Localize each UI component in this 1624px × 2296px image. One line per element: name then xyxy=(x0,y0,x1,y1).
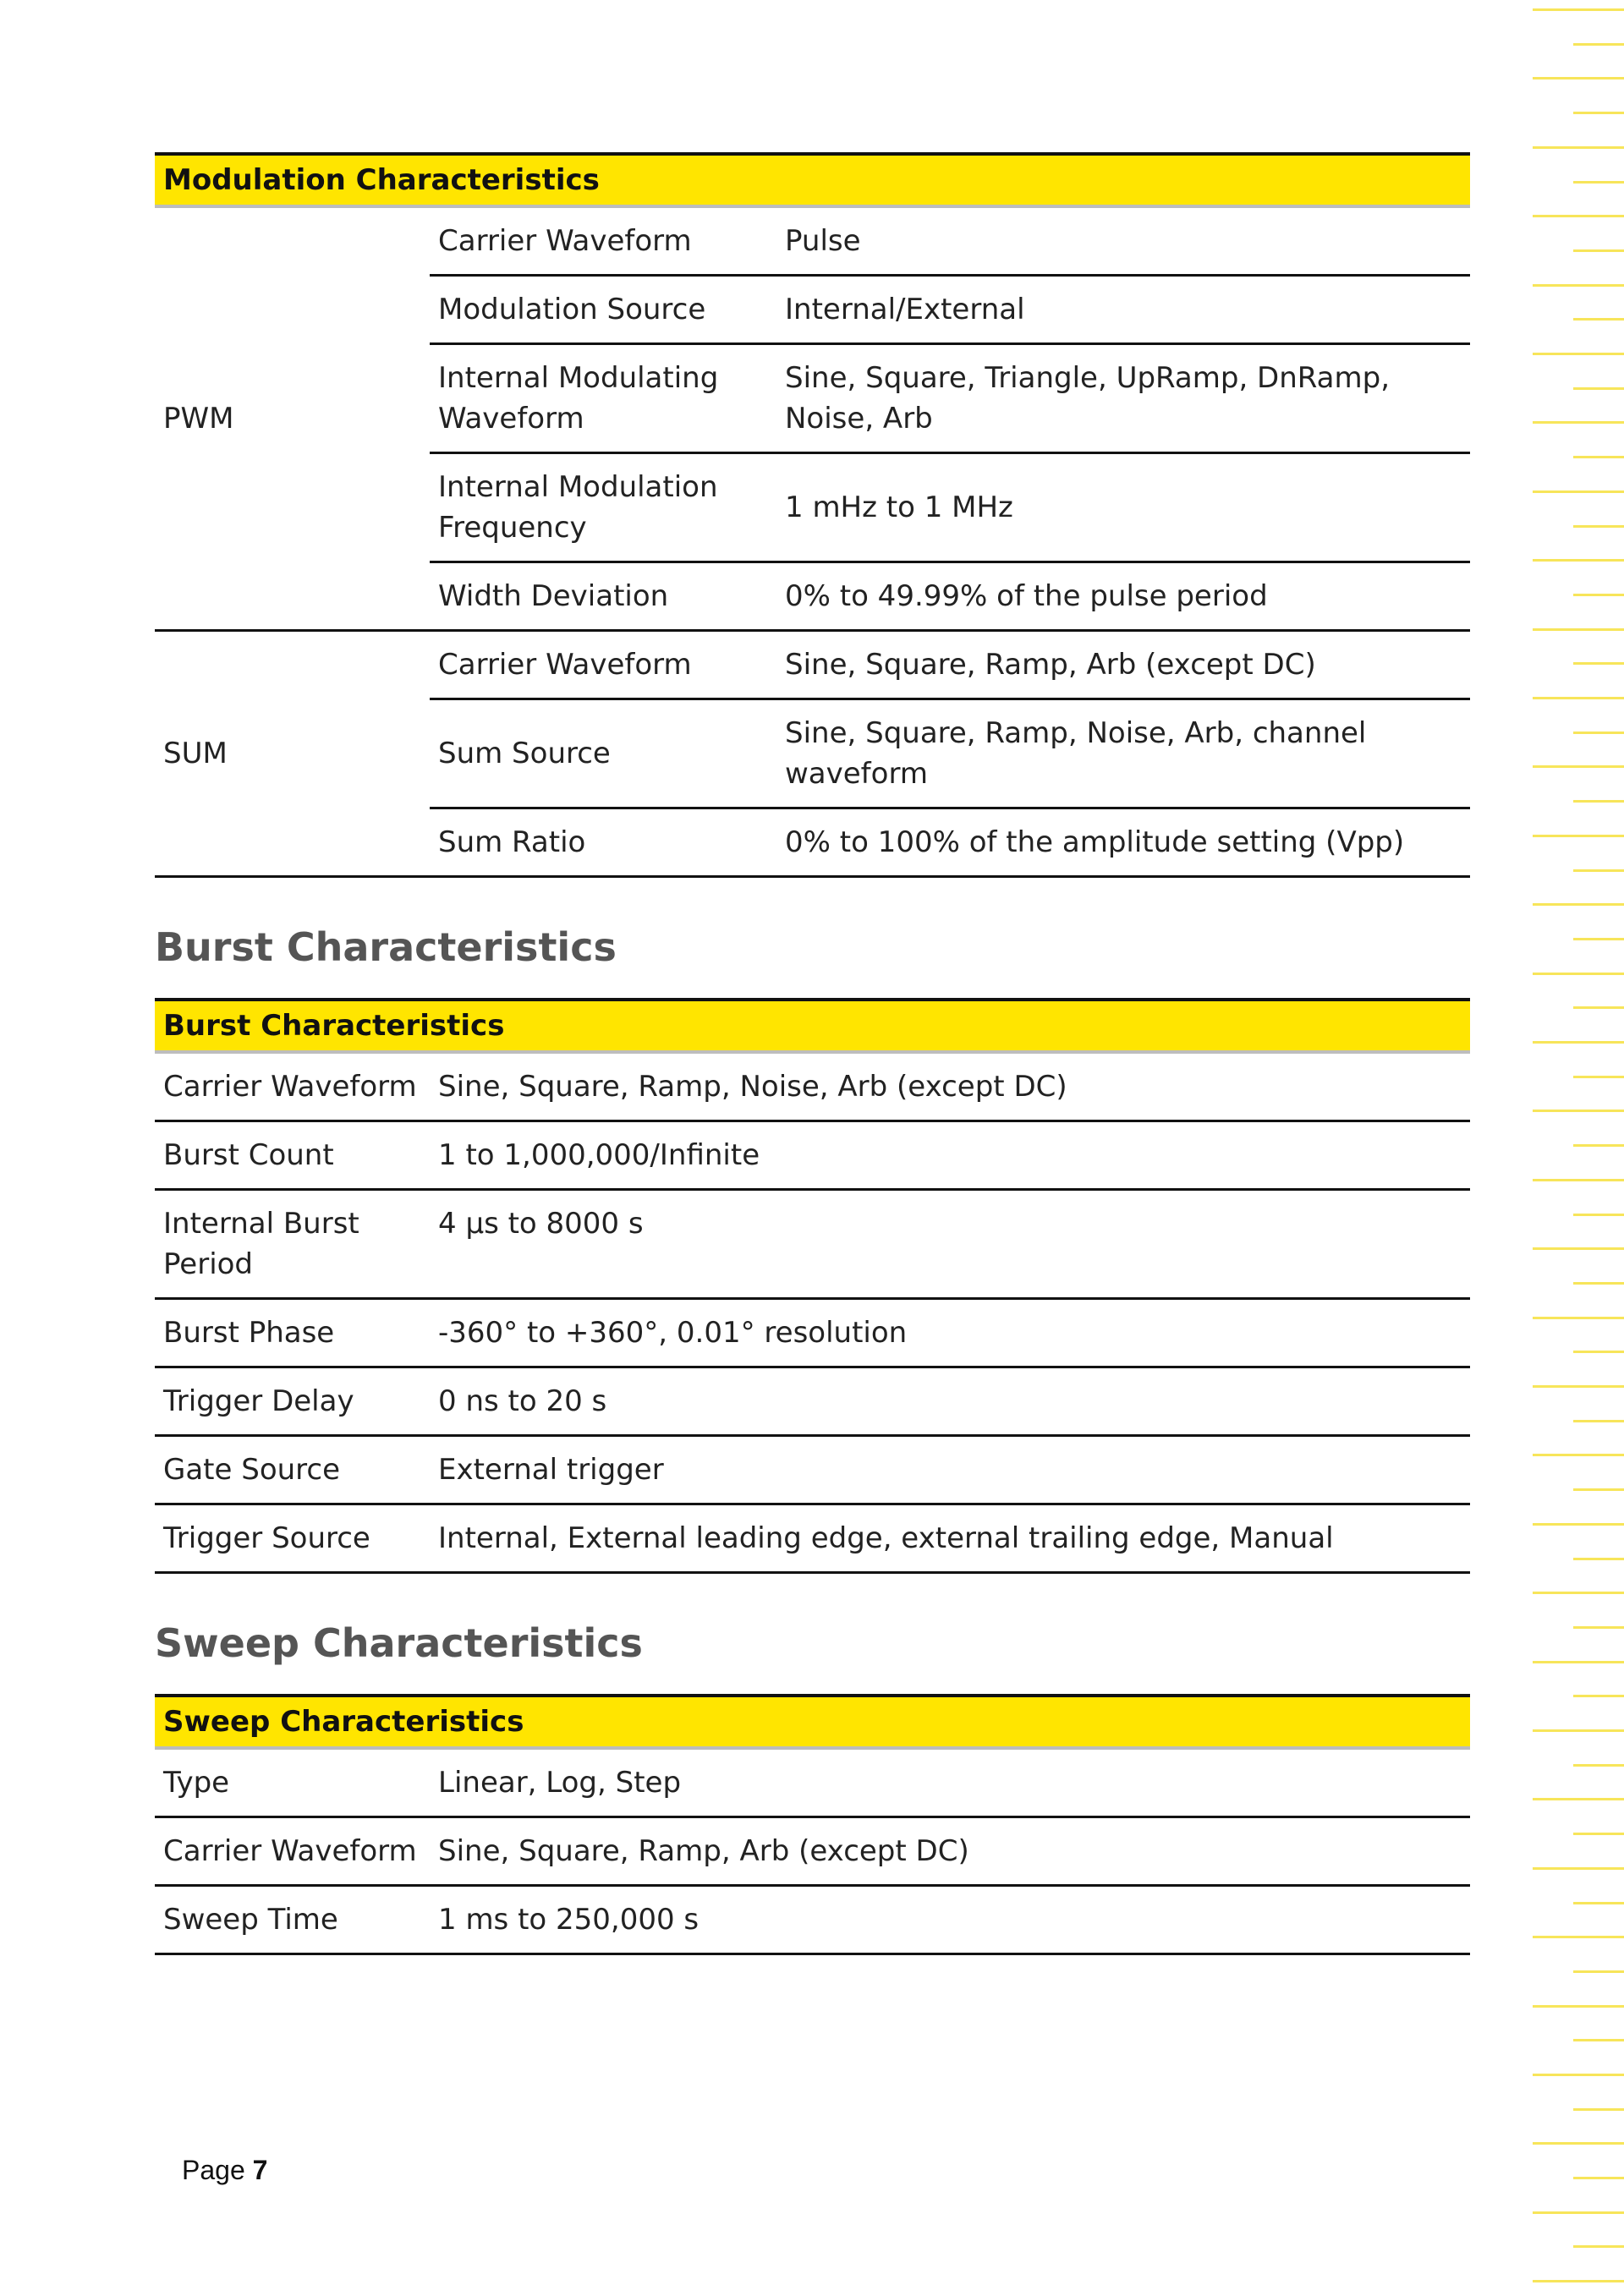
sum-group-label: SUM xyxy=(155,631,430,877)
table-row xyxy=(155,1052,1470,1121)
param-cell: Sum Source xyxy=(430,699,776,808)
page-footer xyxy=(182,2155,267,2186)
stripe-line xyxy=(1533,1592,1624,1594)
stripe-line xyxy=(1573,2108,1624,2111)
burst-table-header: Burst Characteristics xyxy=(155,1000,1470,1052)
stripe-line xyxy=(1573,594,1624,596)
value-cell: 0% to 49.99% of the pulse period xyxy=(776,562,1470,631)
stripe-line xyxy=(1533,1041,1624,1044)
table-row xyxy=(155,1299,1470,1367)
value-cell: Sine, Square, Ramp, Arb (except DC) xyxy=(430,1817,1470,1886)
param-cell: Sweep Time xyxy=(155,1886,430,1954)
stripe-line xyxy=(1533,2211,1624,2214)
value-cell: 4 μs to 8000 s xyxy=(430,1190,1470,1299)
stripe-line xyxy=(1533,903,1624,906)
stripe-line xyxy=(1573,1420,1624,1422)
stripe-line xyxy=(1573,2039,1624,2041)
stripe-line xyxy=(1533,1798,1624,1800)
param-cell: Carrier Waveform xyxy=(430,631,776,699)
param-cell: Carrier Waveform xyxy=(430,206,776,276)
stripe-line xyxy=(1573,1902,1624,1904)
stripe-line xyxy=(1533,1247,1624,1250)
table-row xyxy=(155,1436,1470,1504)
value-cell: External trigger xyxy=(430,1436,1470,1504)
param-cell: Trigger Delay xyxy=(155,1367,430,1436)
burst-section-title: Burst Characteristics xyxy=(155,924,617,970)
stripe-line xyxy=(1533,2005,1624,2008)
page-content xyxy=(155,152,1470,1955)
value-cell: 0% to 100% of the amplitude setting (Vpp) xyxy=(776,808,1470,877)
param-cell: Trigger Source xyxy=(155,1504,430,1573)
stripe-line xyxy=(1573,112,1624,114)
value-cell: 1 mHz to 1 MHz xyxy=(776,453,1470,562)
decorative-stripes xyxy=(1527,0,1624,2296)
burst-table xyxy=(155,998,1470,1574)
stripe-line xyxy=(1573,387,1624,390)
table-row xyxy=(155,1504,1470,1573)
page-number: 7 xyxy=(252,2155,268,2185)
table-row xyxy=(155,206,1470,276)
value-cell: Linear, Log, Step xyxy=(430,1748,1470,1817)
table-row xyxy=(155,1190,1470,1299)
stripe-line xyxy=(1573,869,1624,872)
value-cell: Sine, Square, Ramp, Noise, Arb, channel waveform xyxy=(776,699,1470,808)
stripe-line xyxy=(1573,249,1624,252)
stripe-line xyxy=(1573,662,1624,665)
stripe-line xyxy=(1573,2245,1624,2248)
pwm-group-label: PWM xyxy=(155,206,430,631)
stripe-line xyxy=(1533,697,1624,699)
param-cell: Type xyxy=(155,1748,430,1817)
stripe-line xyxy=(1533,628,1624,631)
value-cell: 0 ns to 20 s xyxy=(430,1367,1470,1436)
stripe-line xyxy=(1533,973,1624,975)
stripe-line xyxy=(1533,1454,1624,1456)
param-cell: Width Deviation xyxy=(430,562,776,631)
stripe-line xyxy=(1573,318,1624,321)
stripe-line xyxy=(1533,1385,1624,1388)
param-cell: Sum Ratio xyxy=(430,808,776,877)
value-cell: Sine, Square, Ramp, Arb (except DC) xyxy=(776,631,1470,699)
stripe-line xyxy=(1533,77,1624,79)
table-row xyxy=(155,1748,1470,1817)
stripe-line xyxy=(1533,1729,1624,1732)
stripe-line xyxy=(1533,1317,1624,1319)
sweep-section-title: Sweep Characteristics xyxy=(155,1620,643,1666)
table-row xyxy=(155,1121,1470,1190)
page-label: Page xyxy=(182,2155,245,2185)
stripe-line xyxy=(1533,2074,1624,2076)
stripe-line xyxy=(1533,1867,1624,1870)
stripe-line xyxy=(1533,1110,1624,1112)
stripe-line xyxy=(1573,1144,1624,1147)
value-cell: Pulse xyxy=(776,206,1470,276)
stripe-line xyxy=(1533,559,1624,562)
stripe-line xyxy=(1573,1833,1624,1835)
stripe-line xyxy=(1533,2142,1624,2145)
param-cell: Modulation Source xyxy=(430,276,776,344)
table-row xyxy=(155,1367,1470,1436)
stripe-line xyxy=(1533,1523,1624,1526)
stripe-line xyxy=(1573,1764,1624,1767)
stripe-line xyxy=(1573,1282,1624,1285)
modulation-table-header: Modulation Characteristics xyxy=(155,154,1470,206)
stripe-line xyxy=(1533,146,1624,149)
stripe-line xyxy=(1533,835,1624,837)
stripe-line xyxy=(1533,421,1624,424)
value-cell: 1 to 1,000,000/Infinite xyxy=(430,1121,1470,1190)
stripe-line xyxy=(1533,284,1624,287)
stripe-line xyxy=(1573,1970,1624,1973)
stripe-line xyxy=(1573,800,1624,803)
table-row xyxy=(155,631,1470,699)
stripe-line xyxy=(1533,765,1624,768)
stripe-line xyxy=(1573,43,1624,46)
stripe-line xyxy=(1573,1488,1624,1491)
stripe-line xyxy=(1573,525,1624,528)
param-cell: Carrier Waveform xyxy=(155,1052,430,1121)
stripe-line xyxy=(1573,1351,1624,1353)
stripe-line xyxy=(1533,2280,1624,2282)
value-cell: Internal, External leading edge, external trailing edge, Manual xyxy=(430,1504,1470,1573)
stripe-line xyxy=(1573,181,1624,184)
param-cell: Carrier Waveform xyxy=(155,1817,430,1886)
stripe-line xyxy=(1573,732,1624,734)
value-cell: Internal/External xyxy=(776,276,1470,344)
stripe-line xyxy=(1573,1006,1624,1009)
stripe-line xyxy=(1533,1661,1624,1663)
param-cell: Burst Count xyxy=(155,1121,430,1190)
param-cell: Burst Phase xyxy=(155,1299,430,1367)
stripe-line xyxy=(1573,2177,1624,2179)
value-cell: Sine, Square, Triangle, UpRamp, DnRamp, Noise, Arb xyxy=(776,344,1470,453)
modulation-table xyxy=(155,152,1470,878)
table-row xyxy=(155,1886,1470,1954)
stripe-line xyxy=(1533,215,1624,217)
value-cell: -360° to +360°, 0.01° resolution xyxy=(430,1299,1470,1367)
param-cell: Internal Modulating Waveform xyxy=(430,344,776,453)
stripe-line xyxy=(1533,1936,1624,1938)
stripe-line xyxy=(1533,8,1624,11)
stripe-line xyxy=(1533,490,1624,493)
stripe-line xyxy=(1533,1179,1624,1181)
value-cell: 1 ms to 250,000 s xyxy=(430,1886,1470,1954)
stripe-line xyxy=(1573,1695,1624,1697)
stripe-line xyxy=(1533,353,1624,355)
value-cell: Sine, Square, Ramp, Noise, Arb (except DC) xyxy=(430,1052,1470,1121)
stripe-line xyxy=(1573,1558,1624,1560)
stripe-line xyxy=(1573,1626,1624,1629)
stripe-line xyxy=(1573,1214,1624,1216)
stripe-line xyxy=(1573,456,1624,458)
stripe-line xyxy=(1573,1076,1624,1078)
table-row xyxy=(155,1817,1470,1886)
sweep-table-header: Sweep Characteristics xyxy=(155,1696,1470,1748)
param-cell: Internal Modulation Frequency xyxy=(430,453,776,562)
stripe-line xyxy=(1573,938,1624,940)
param-cell: Internal Burst Period xyxy=(155,1190,430,1299)
sweep-table xyxy=(155,1694,1470,1955)
param-cell: Gate Source xyxy=(155,1436,430,1504)
